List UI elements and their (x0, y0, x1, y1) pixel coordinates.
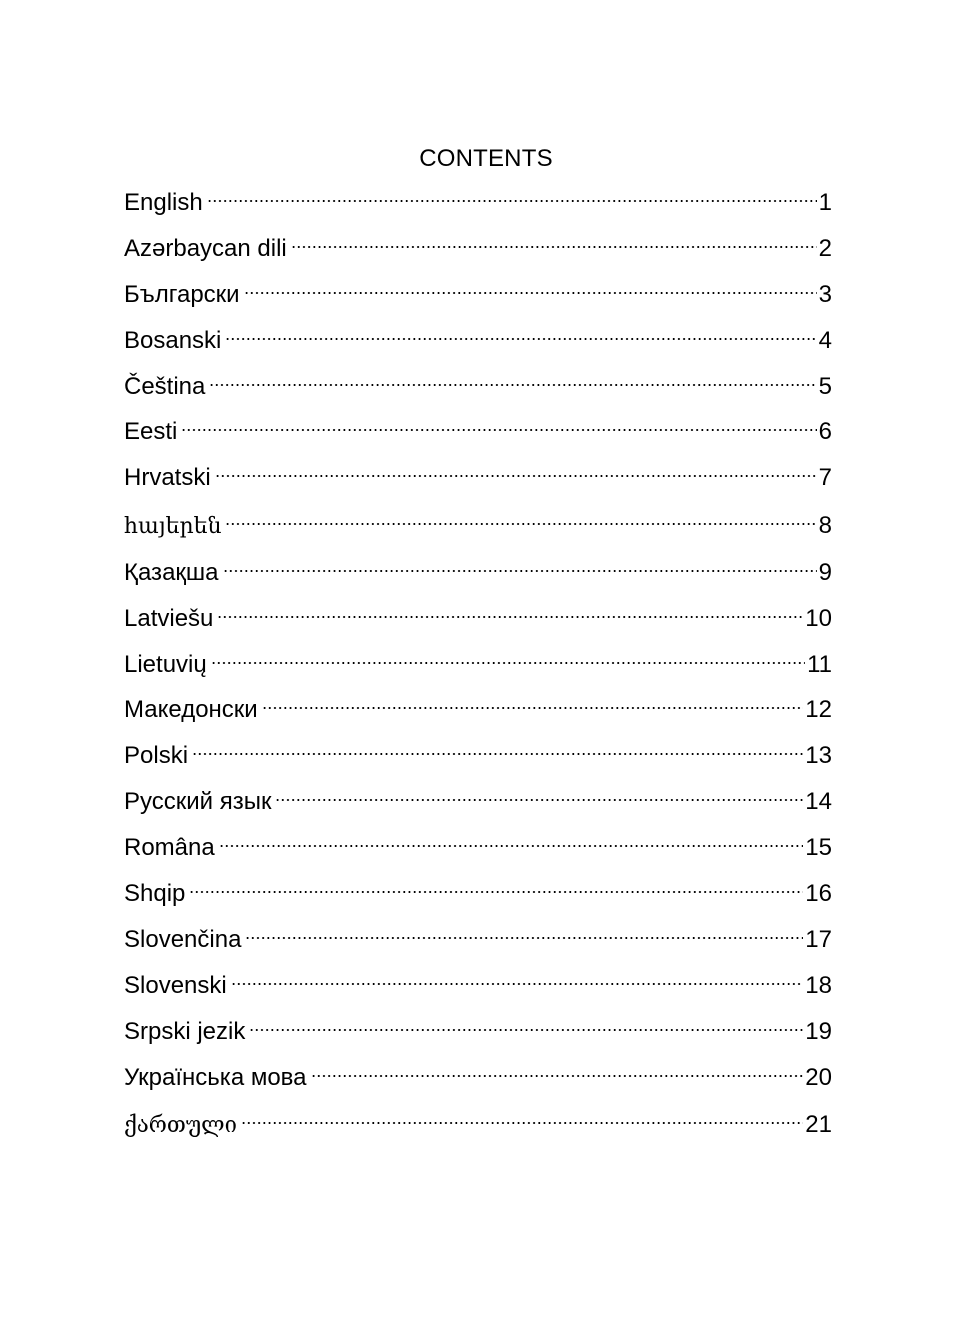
toc-entry-label: Bosanski (124, 326, 222, 354)
toc-entry-page-number: 14 (805, 788, 832, 816)
toc-entry-page-number: 8 (818, 512, 832, 540)
toc-entry-page-number: 18 (805, 971, 832, 999)
toc-entry-label: Македонски (124, 696, 258, 724)
toc-entry-armenian[interactable] (124, 509, 832, 558)
toc-entry-serbian[interactable] (124, 1017, 832, 1063)
toc-entry-albanian[interactable] (124, 879, 832, 925)
toc-entry-page-number: 15 (805, 834, 832, 862)
dot-leader (231, 983, 804, 985)
toc-entry-label: Български (124, 280, 240, 308)
dot-leader (211, 662, 805, 664)
dot-leader (225, 338, 816, 340)
toc-entry-bulgarian[interactable] (124, 280, 832, 326)
toc-entry-russian[interactable] (124, 787, 832, 833)
toc-entry-polish[interactable] (124, 741, 832, 787)
dot-leader (249, 1029, 803, 1031)
dot-leader (192, 753, 803, 755)
toc-entry-slovak[interactable] (124, 925, 832, 971)
page-title: CONTENTS (419, 145, 553, 172)
dot-leader (219, 845, 804, 847)
toc-entry-estonian[interactable] (124, 417, 832, 463)
toc-entry-macedonian[interactable] (124, 695, 832, 741)
toc-entry-label: հայերեն (124, 514, 222, 540)
toc-entry-ukrainian[interactable] (124, 1063, 832, 1109)
toc-entry-label: Azərbaycan dili (124, 234, 287, 262)
toc-entry-page-number: 3 (818, 280, 832, 308)
toc-entry-label: Українська мова (124, 1063, 307, 1091)
toc-entry-page-number: 6 (818, 418, 832, 446)
toc-entry-label: Slovenčina (124, 925, 242, 953)
dot-leader (225, 523, 816, 525)
toc-entry-english[interactable] (124, 188, 832, 234)
toc-entry-label: Shqip (124, 879, 186, 907)
toc-entry-page-number: 13 (805, 742, 832, 770)
toc-entry-page-number: 12 (805, 696, 832, 724)
dot-leader (291, 246, 817, 248)
dot-leader (217, 616, 803, 618)
toc-entry-label: Hrvatski (124, 464, 211, 492)
toc-entry-label: Polski (124, 742, 189, 770)
dot-leader (223, 570, 817, 572)
toc-entry-lithuanian[interactable] (124, 650, 832, 696)
dot-leader (311, 1075, 804, 1077)
toc-entry-page-number: 20 (805, 1063, 832, 1091)
toc-entry-page-number: 2 (818, 234, 832, 262)
dot-leader (244, 292, 817, 294)
dot-leader (189, 891, 803, 893)
toc-entry-label: English (124, 189, 203, 216)
toc-entry-page-number: 19 (805, 1017, 832, 1045)
dot-leader (245, 937, 803, 939)
toc-entry-label: ქართული (124, 1113, 237, 1139)
dot-leader (181, 429, 816, 431)
toc-entry-page-number: 7 (818, 464, 832, 492)
toc-entry-label: Slovenski (124, 971, 227, 999)
toc-entry-czech[interactable] (124, 372, 832, 418)
toc-entry-page-number: 11 (807, 650, 832, 678)
toc-entry-page-number: 21 (805, 1111, 832, 1139)
toc-entry-page-number: 4 (818, 326, 832, 354)
toc-entry-label: Româna (124, 834, 215, 862)
dot-leader (215, 475, 817, 477)
toc-entry-label: Қазақша (124, 558, 219, 586)
toc-entry-croatian[interactable] (124, 463, 832, 509)
toc-entry-label: Srpski jezik (124, 1017, 246, 1045)
toc-entry-label: Русский язык (124, 788, 272, 816)
toc-entry-georgian[interactable] (124, 1108, 832, 1157)
toc-entry-label: Eesti (124, 418, 178, 446)
toc-entry-bosnian[interactable] (124, 326, 832, 372)
toc-entry-latvian[interactable] (124, 604, 832, 650)
dot-leader (275, 799, 803, 801)
toc-entry-page-number: 1 (818, 189, 832, 216)
dot-leader (241, 1122, 803, 1124)
toc-entry-kazakh[interactable] (124, 558, 832, 604)
toc-entry-page-number: 5 (818, 372, 832, 400)
toc-entry-page-number: 9 (818, 558, 832, 586)
toc-entry-label: Čeština (124, 372, 206, 400)
dot-leader (262, 707, 804, 709)
table-of-contents (124, 188, 832, 1157)
toc-entry-page-number: 16 (805, 879, 832, 907)
toc-entry-label: Lietuvių (124, 650, 207, 678)
toc-entry-page-number: 10 (805, 604, 832, 632)
dot-leader (207, 200, 817, 202)
dot-leader (209, 384, 816, 386)
toc-entry-slovenian[interactable] (124, 971, 832, 1017)
toc-entry-romanian[interactable] (124, 833, 832, 879)
toc-entry-azerbaijani[interactable] (124, 234, 832, 280)
toc-entry-page-number: 17 (805, 925, 832, 953)
toc-entry-label: Latviešu (124, 604, 214, 632)
